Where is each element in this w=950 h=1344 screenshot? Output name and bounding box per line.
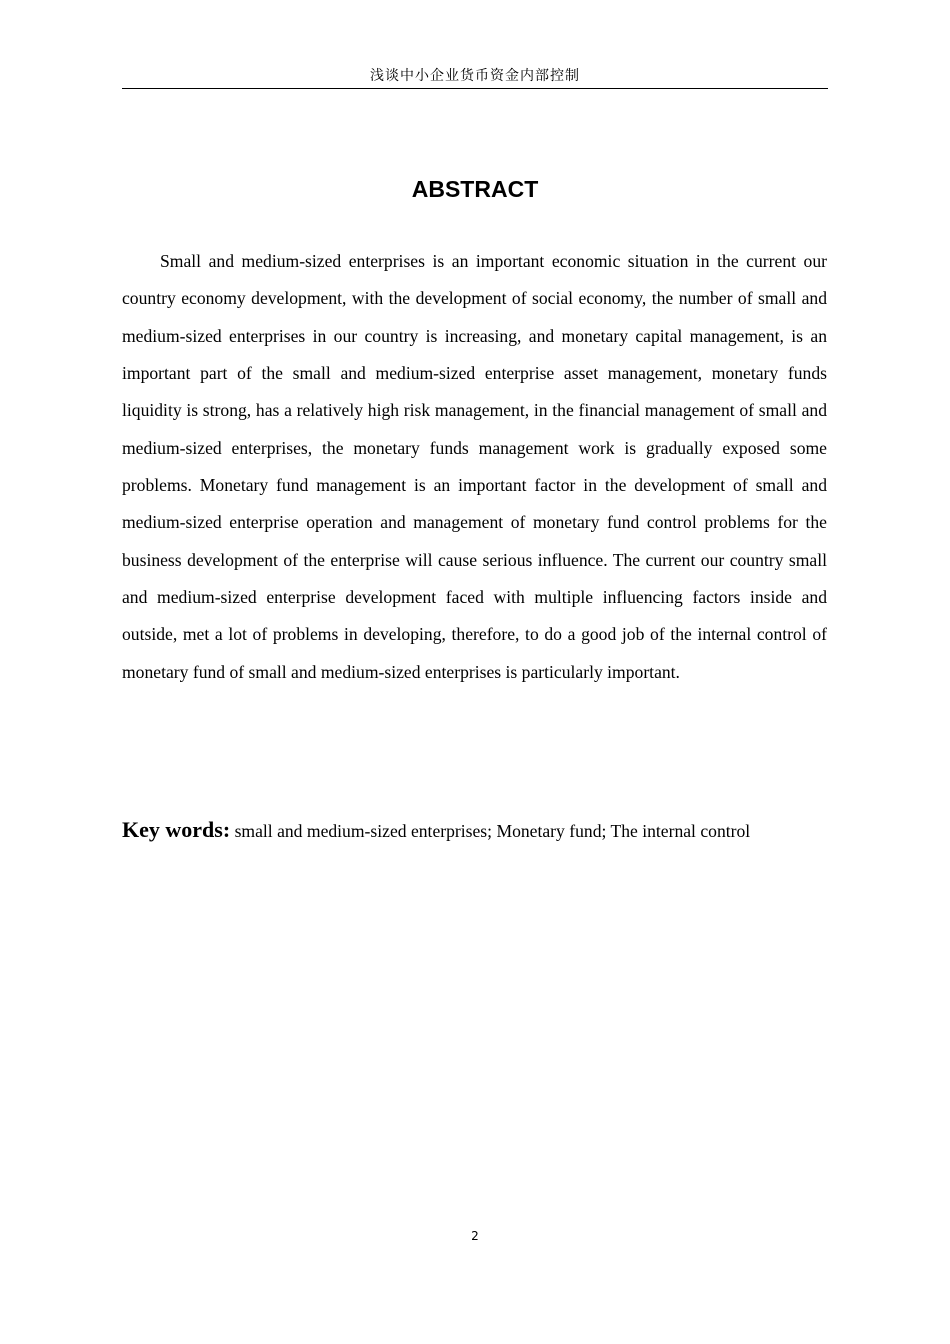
keywords-label: Key words: bbox=[122, 817, 231, 842]
abstract-body: Small and medium-sized enterprises is an important economic situation in the current our country economy development, with the development of social economy, the number of small and medium-sized enterprises in our country is increasing, and monetary capital management, is an important part of the small and medium-sized enterprise asset management, monetary funds liquidity is strong, has a relatively high risk management, in the financial management of small and medium-sized enterprises, the monetary funds management work is gradually exposed some problems. Monetary fund management is an important factor in the development of small and medium-sized enterprise operation and management of monetary fund control problems for the business development of the enterprise will cause serious influence. The current our country small and medium-sized enterprise development faced with multiple influencing factors inside and outside, met a lot of problems in developing, therefore, to do a good job of the internal control of monetary fund of small and medium-sized enterprises is particularly important. bbox=[122, 251, 827, 682]
page-number: 2 bbox=[471, 1229, 479, 1243]
keywords-text: small and medium-sized enterprises; Monetary fund; The internal control bbox=[234, 821, 751, 841]
abstract-title: ABSTRACT bbox=[411, 176, 539, 202]
header-rule bbox=[122, 88, 828, 89]
page-header-title: 浅谈中小企业货币资金内部控制 bbox=[370, 68, 580, 84]
keywords-line bbox=[122, 812, 828, 849]
